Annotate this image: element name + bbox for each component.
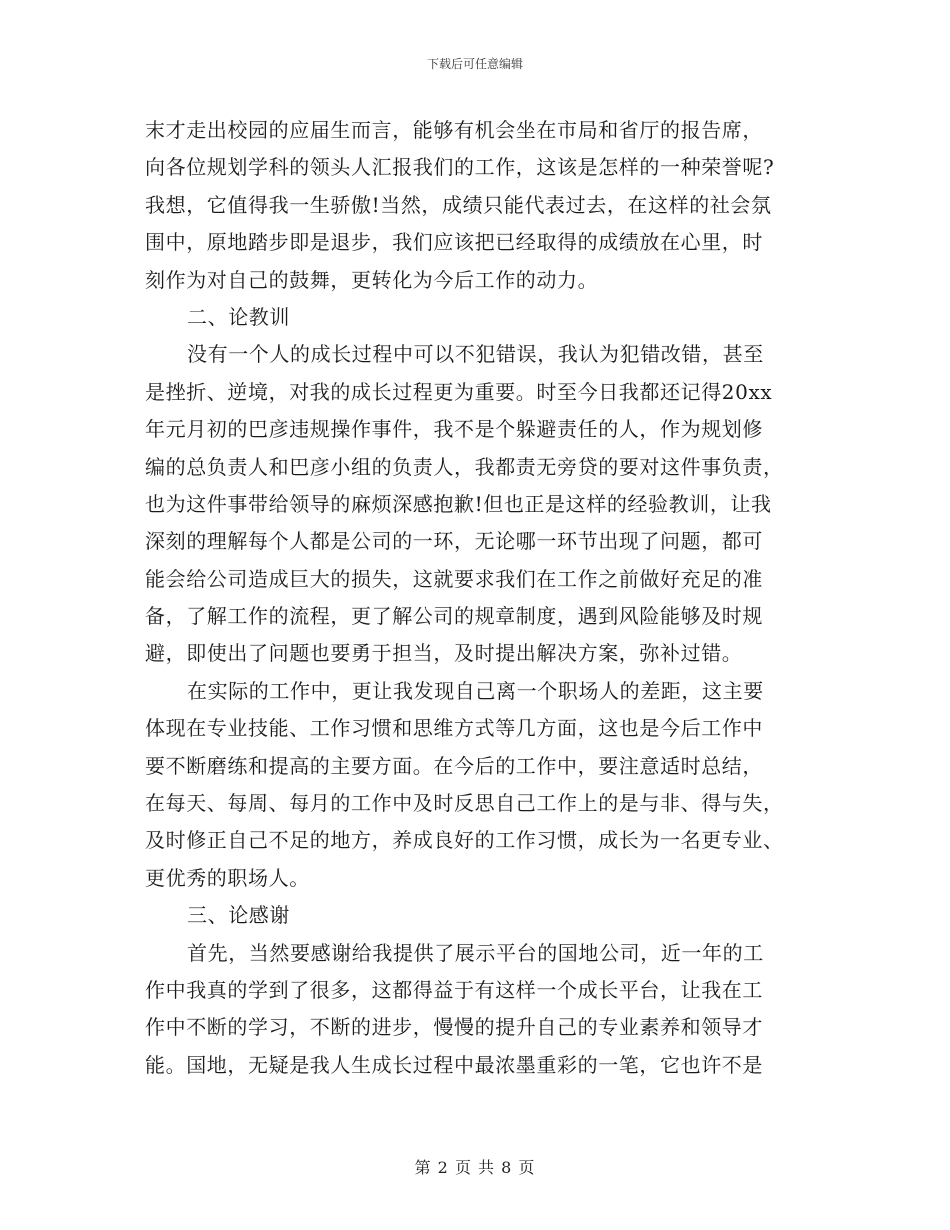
text-line: 备，了解工作的流程，更了解公司的规章制度，遇到风险能够及时规	[145, 604, 763, 629]
text-line: 末才走出校园的应届生而言，能够有机会坐在市局和省厅的报告席，	[145, 118, 763, 142]
text-line: 避，即使出了问题也要勇于担当，及时提出解决方案，弥补过错。	[145, 641, 743, 666]
text-line: 编的总负责人和巴彦小组的负责人，我都责无旁贷的要对这件事负责，	[145, 454, 784, 479]
text-line: 刻作为对自己的鼓舞，更转化为今后工作的动力。	[145, 267, 599, 292]
text-line: 我想，它值得我一生骄傲!当然，成绩只能代表过去，在这样的社会氛	[145, 192, 772, 217]
text-line: 也为这件事带给领导的麻烦深感抱歉!但也正是这样的经验教训，让我	[145, 491, 772, 516]
text-line: 向各位规划学科的领头人汇报我们的工作，这该是怎样的一种荣誉呢?	[145, 155, 775, 180]
text-line: 要不断磨练和提高的主要方面。在今后的工作中，要注意适时总结，	[145, 753, 763, 778]
text-line: 围中，原地踏步即是退步，我们应该把已经取得的成绩放在心里，时	[145, 230, 763, 255]
text-line: 二、论教训	[187, 304, 290, 329]
text-line: 作中我真的学到了很多，这都得益于有这样一个成长平台，让我在工	[145, 977, 763, 1002]
text-line: 是挫折、逆境，对我的成长过程更为重要。时至今日我都还记得20xx	[145, 379, 773, 404]
text-line: 体现在专业技能、工作习惯和思维方式等几方面，这也是今后工作中	[145, 716, 763, 741]
text-line: 作中不断的学习，不断的进步，慢慢的提升自己的专业素养和领导才	[145, 1015, 763, 1040]
text-line: 更优秀的职场人。	[145, 865, 310, 890]
text-line: 三、论感谢	[187, 903, 290, 928]
page-header-note: 下载后可任意编辑	[426, 57, 523, 71]
text-line: 及时修正自己不足的地方，养成良好的工作习惯，成长为一名更专业、	[145, 828, 784, 853]
document-body	[145, 112, 805, 1084]
text-line: 能会给公司造成巨大的损失，这就要求我们在工作之前做好充足的准	[145, 566, 763, 591]
page-number-footer: 第 2 页 共 8 页	[414, 1158, 536, 1177]
text-line: 年元月初的巴彦违规操作事件，我不是个躲避责任的人，作为规划修	[145, 417, 763, 442]
text-line: 深刻的理解每个人都是公司的一环，无论哪一环节出现了问题，都可	[145, 529, 763, 554]
text-line: 在每天、每周、每月的工作中及时反思自己工作上的是与非、得与失，	[145, 791, 784, 816]
text-line: 在实际的工作中，更让我发现自己离一个职场人的差距，这主要	[187, 678, 764, 703]
text-line: 能。国地，无疑是我人生成长过程中最浓墨重彩的一笔，它也许不是	[145, 1052, 763, 1077]
text-line: 没有一个人的成长过程中可以不犯错误，我认为犯错改错，甚至	[187, 342, 764, 367]
text-line: 首先，当然要感谢给我提供了展示平台的国地公司，近一年的工	[187, 940, 764, 965]
